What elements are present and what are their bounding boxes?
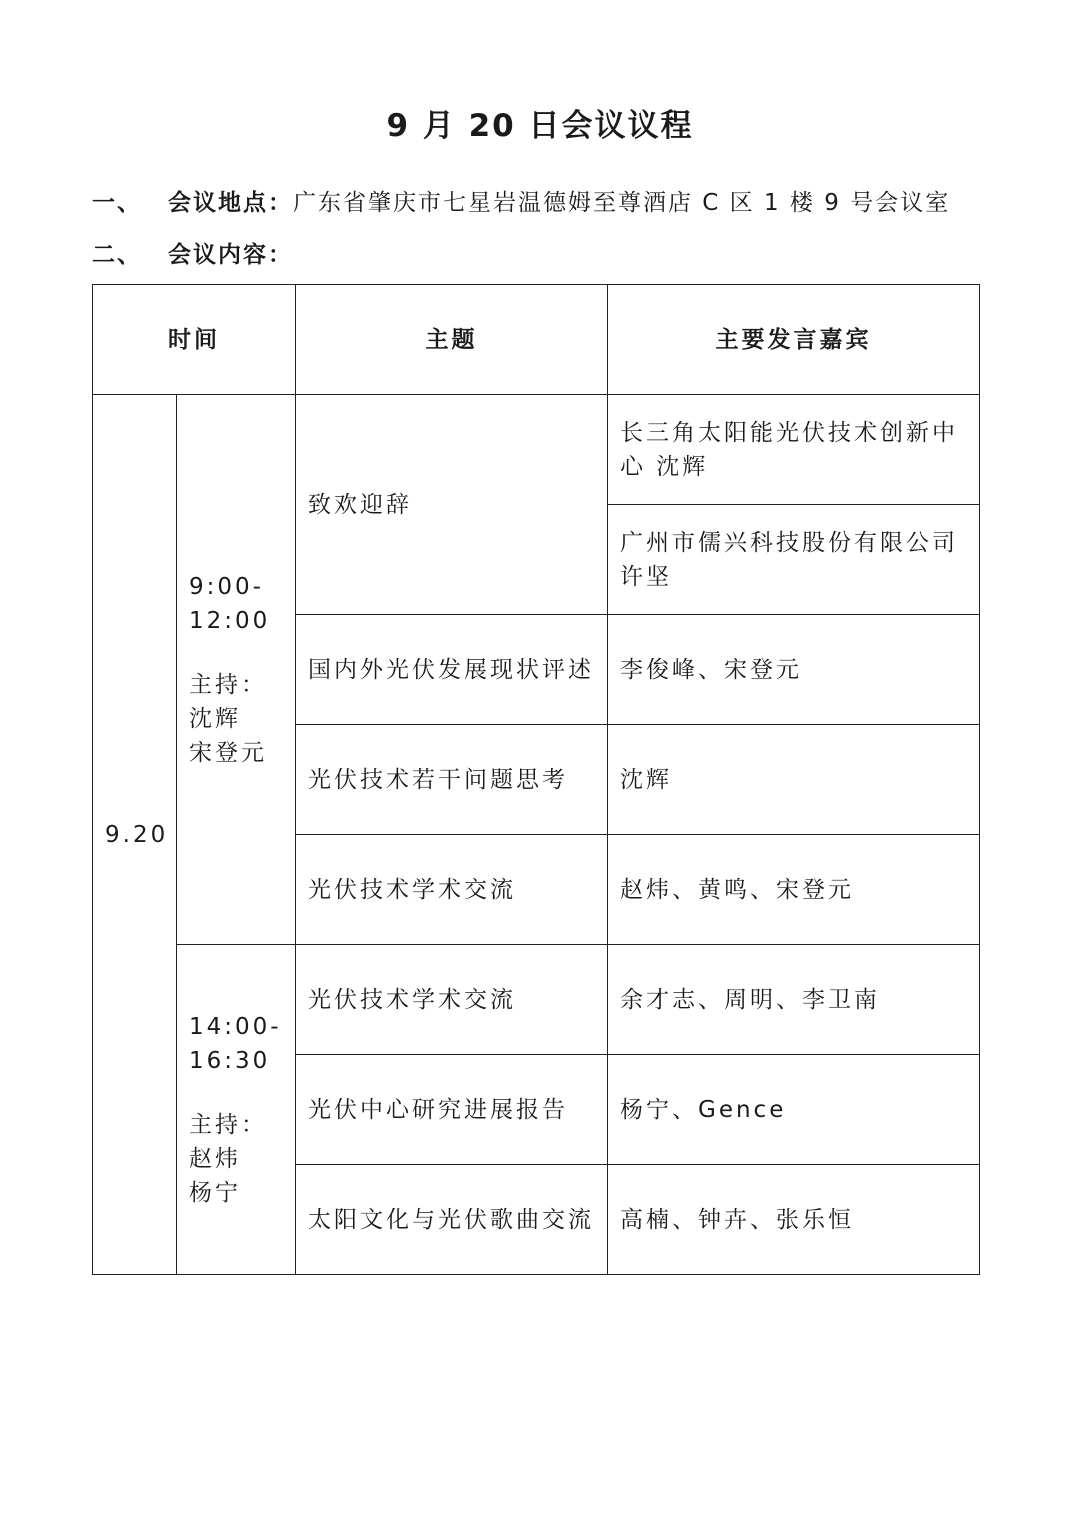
slot-time: 9:00- 12:00 — [189, 573, 271, 634]
slot-time: 14:00- 16:30 — [189, 1013, 282, 1074]
section-venue — [92, 184, 950, 217]
topic-cell: 国内外光伏发展现状评述 — [296, 615, 608, 725]
section-number: 二、 — [92, 242, 142, 268]
speaker-cell: 长三角太阳能光伏技术创新中 心 沈辉 — [608, 395, 980, 505]
section-content — [92, 236, 293, 269]
header-time: 时间 — [93, 285, 296, 395]
venue-value: 广东省肇庆市七星岩温德姆至尊酒店 C 区 1 楼 9 号会议室 — [293, 190, 951, 216]
header-speakers: 主要发言嘉宾 — [608, 285, 980, 395]
table-header-row — [93, 285, 980, 395]
page-title: 9 月 20 日会议议程 — [386, 108, 694, 144]
topic-cell: 致欢迎辞 — [296, 395, 608, 615]
section-label: 会议地点： — [168, 190, 293, 216]
speaker-cell: 赵炜、黄鸣、宋登元 — [608, 835, 980, 945]
speaker-cell: 高楠、钟卉、张乐恒 — [608, 1165, 980, 1275]
table-row — [93, 945, 980, 1055]
morning-slot — [177, 395, 296, 945]
speaker-cell: 沈辉 — [608, 725, 980, 835]
topic-cell: 光伏中心研究进展报告 — [296, 1055, 608, 1165]
header-topic: 主题 — [296, 285, 608, 395]
date-cell: 9.20 — [93, 395, 177, 1275]
table-row — [93, 395, 980, 505]
speaker-cell: 余才志、周明、李卫南 — [608, 945, 980, 1055]
section-label: 会议内容： — [168, 242, 293, 268]
topic-cell: 光伏技术若干问题思考 — [296, 725, 608, 835]
agenda-table — [92, 284, 980, 1275]
topic-cell: 光伏技术学术交流 — [296, 835, 608, 945]
speaker-cell: 广州市儒兴科技股份有限公司 许坚 — [608, 505, 980, 615]
slot-host: 主持： 沈辉 宋登元 — [189, 671, 267, 766]
topic-cell: 太阳文化与光伏歌曲交流 — [296, 1165, 608, 1275]
slot-host: 主持： 赵炜 杨宁 — [189, 1111, 267, 1206]
section-number: 一、 — [92, 190, 142, 216]
speaker-cell: 李俊峰、宋登元 — [608, 615, 980, 725]
speaker-cell: 杨宁、Gence — [608, 1055, 980, 1165]
topic-cell: 光伏技术学术交流 — [296, 945, 608, 1055]
afternoon-slot — [177, 945, 296, 1275]
